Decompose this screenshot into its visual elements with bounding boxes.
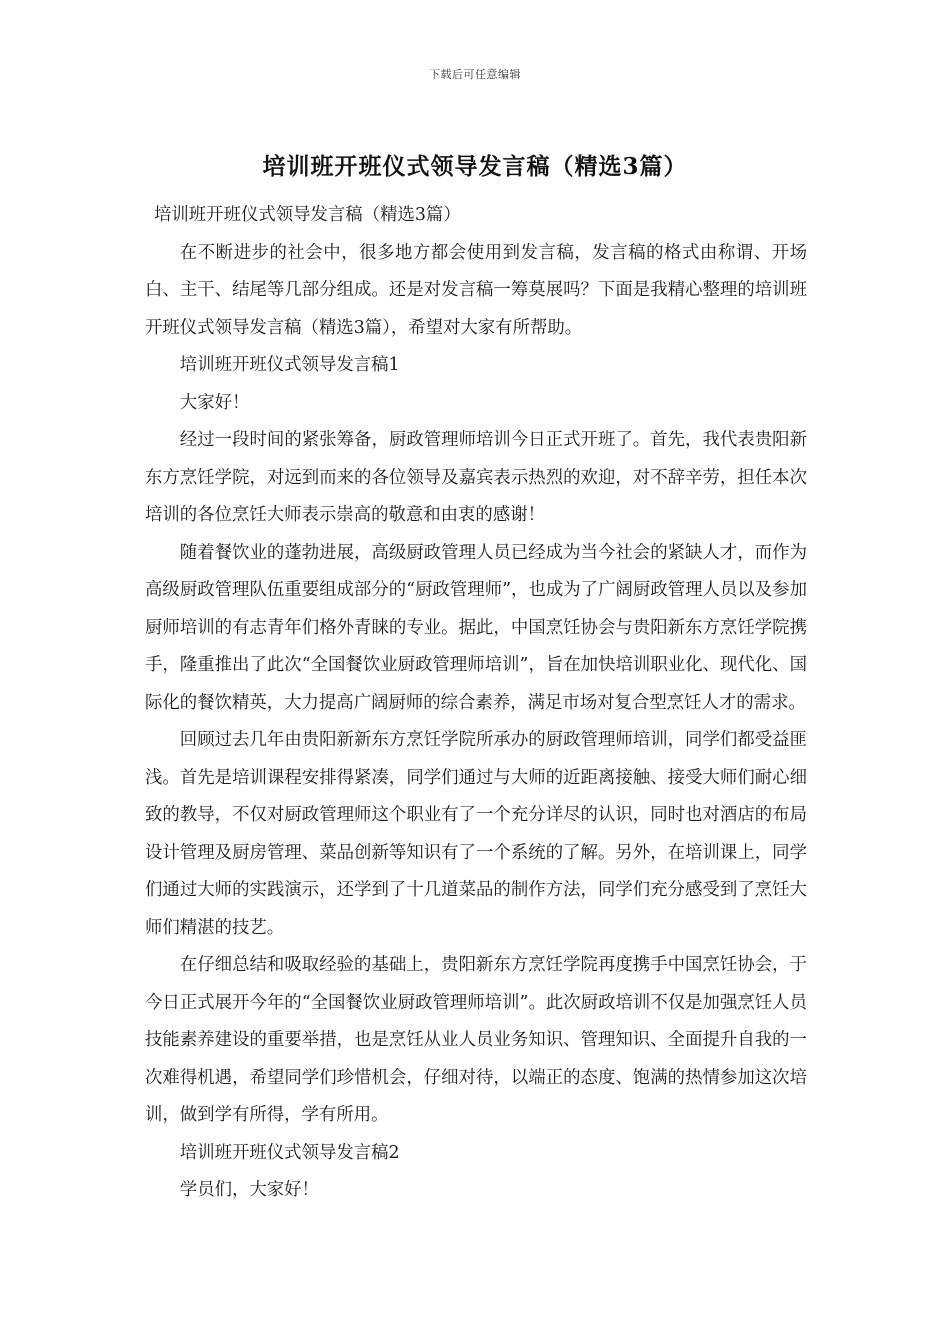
body-paragraph: 随着餐饮业的蓬勃进展，高级厨政管理人员已经成为当今社会的紧缺人才，而作为高级厨政管理队伍重要组成部分的“厨政管理师”，也成为了广阔厨政管理人员以及参加厨师培训的有志青年们格外青睐的专业。据此，中国烹饪协会与贵阳新东方烹饪学院携手，隆重推出了此次“全国餐饮业厨政管理师培训”，旨在加快培训职业化、现代化、国际化的餐饮精英，大力提高广阔厨师的综合素养，满足市场对复合型烹饪人才的需求。 [145,542,807,713]
document-subtitle: 培训班开班仪式领导发言稿（精选3篇） [154,205,461,225]
greeting: 大家好！ [179,392,250,413]
document-body [145,197,807,1210]
body-paragraph: 回顾过去几年由贵阳新新东方烹饪学院所承办的厨政管理师培训，同学们都受益匪浅。首先是培训课程安排得紧凑，同学们通过与大师的近距离接触、接受大师们耐心细致的教导，不仅对厨政管理师这个职业有了一个充分详尽的认识，同时也对酒店的布局设计管理及厨房管理、菜品创新等知识有了一个系统的了解。另外，在培训课上，同学们通过大师的实践演示，还学到了十几道菜品的制作方法，同学们充分感受到了烹饪大师们精湛的技艺。 [145,730,807,938]
intro-paragraph: 在不断进步的社会中，很多地方都会使用到发言稿，发言稿的格式由称谓、开场白、主干、结尾等几部分组成。还是对发言稿一筹莫展吗？下面是我精心整理的培训班开班仪式领导发言稿（精选3篇），希望对大家有所帮助。 [145,242,807,338]
greeting: 学员们，大家好！ [179,1180,319,1200]
section-heading: 培训班开班仪式领导发言稿1 [179,355,400,375]
section-heading: 培训班开班仪式领导发言稿2 [179,1142,400,1163]
header-note: 下载后可任意编辑 [429,68,521,81]
body-paragraph: 在仔细总结和吸取经验的基础上，贵阳新东方烹饪学院再度携手中国烹饪协会，于今日正式展开今年的“全国餐饮业厨政管理师培训”。此次厨政培训不仅是加强烹饪人员技能素养建设的重要举措，也是烹饪从业人员业务知识、管理知识、全面提升自我的一次难得机遇，希望同学们珍惜机会，仔细对待，以端正的态度、饱满的热情参加这次培训，做到学有所得，学有所用。 [145,955,807,1125]
document-title: 培训班开班仪式领导发言稿（精选3篇） [262,153,688,180]
body-paragraph: 经过一段时间的紧张筹备，厨政管理师培训今日正式开班了。首先，我代表贵阳新东方烹饪学院，对远到而来的各位领导及嘉宾表示热烈的欢迎，对不辞辛劳，担任本次培训的各位烹饪大师表示崇高的敬意和由衷的感谢！ [145,430,807,525]
